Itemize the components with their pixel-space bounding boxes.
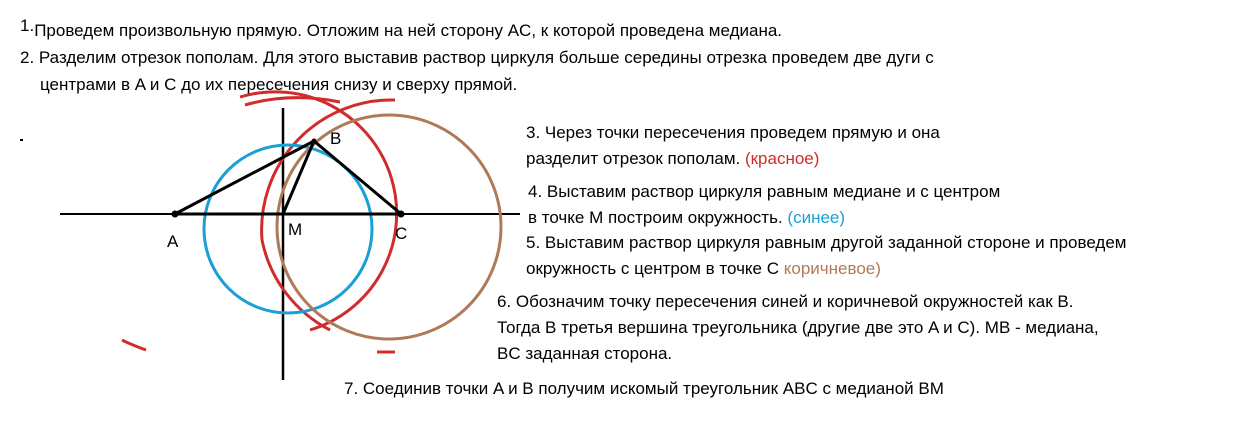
step-6-line-1: 6. Обозначим точку пересечения синей и коричневой окружностей как B. [497, 292, 1074, 311]
side-BC [314, 141, 401, 214]
step-5-line-2 [526, 256, 881, 282]
point-label-A: A [167, 232, 179, 251]
step-2-line-1: 2. Разделим отрезок пополам. Для этого выставив раствор циркуля больше середины отрезка проведем две дуги с [20, 48, 934, 67]
step-6-line-3: BC заданная сторона. [497, 344, 673, 363]
step-4-line-1: 4. Выставим раствор циркуля равным медиане и с центром [528, 182, 1001, 201]
step-3-line-2 [526, 146, 819, 172]
step-4-line-2 [528, 205, 845, 231]
step-4-text: в точке M построим окружность. [528, 208, 788, 227]
step-5-brown-word: коричневое) [783, 259, 881, 278]
step-3-text: разделит отрезок пополам. [526, 149, 745, 168]
step-3-red-word: (красное) [744, 149, 820, 168]
step-1-number: 1. [20, 16, 35, 35]
point-B-dot [312, 139, 317, 144]
step-1-text: Проведем произвольную прямую. Отложим на ней сторону AC, к которой проведена медиана. [34, 21, 783, 40]
point-C-dot [398, 211, 405, 218]
point-label-B: B [330, 129, 342, 148]
side-AB [175, 141, 314, 214]
point-label-C: C [395, 224, 408, 243]
step-2-line-2: центрами в A и C до их пересечения снизу и сверху прямой. [40, 75, 518, 94]
step-7: 7. Соединив точки A и B получим искомый треугольник ABC с медианой BM [344, 379, 944, 398]
point-label-M: M [288, 220, 303, 239]
point-A-dot [172, 211, 179, 218]
step-4-blue-word: (синее) [787, 208, 846, 227]
step-6-line-2: Тогда B третья вершина треугольника (другие две это A и C). MB - медиана, [497, 318, 1099, 337]
step-5-line-1: 5. Выставим раствор циркуля равным другой заданной стороне и проведем [526, 233, 1127, 252]
step-1 [20, 18, 782, 44]
red-arc-bottom-stub [122, 340, 146, 350]
step-3-line-1: 3. Через точки пересечения проведем прямую и она [526, 123, 940, 142]
step-5-text: окружность с центром в точке C [526, 259, 784, 278]
